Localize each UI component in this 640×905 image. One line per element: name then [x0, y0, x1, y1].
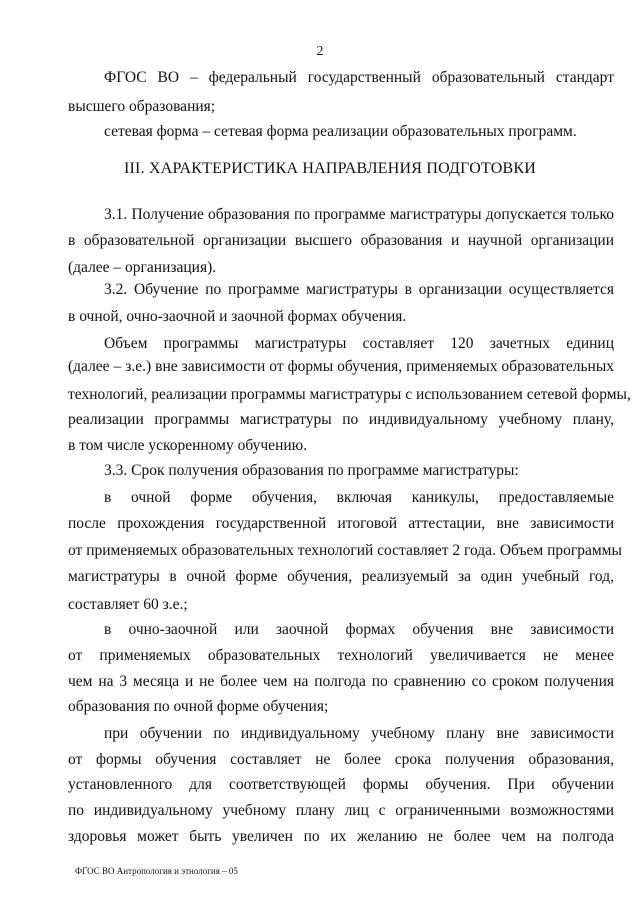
text-line: 3.3. Срок получения образования по программе магистратуры:	[104, 462, 519, 479]
text-line: технологий, реализации программы магистратуры с использованием сетевой формы,	[68, 386, 631, 403]
text-line: (далее – з.е.) вне зависимости от формы обучения, применяемых образовательных	[68, 358, 614, 375]
text-line: в очно-заочной или заочной формах обучения вне зависимости	[104, 621, 614, 638]
text-line: в очной форме обучения, включая каникулы, предоставляемые	[104, 489, 614, 506]
text-line: сетевая форма – сетевая форма реализации образовательных программ.	[104, 123, 577, 140]
text-line: образования по очной форме обучения;	[68, 698, 329, 715]
text-line: составляет 60 з.е.;	[68, 596, 188, 613]
text-line: в образовательной организации высшего образования и научной организации	[68, 232, 614, 249]
text-line: 3.1. Получение образования по программе магистратуры допускается только	[104, 206, 614, 223]
text-line: после прохождения государственной итоговой аттестации, вне зависимости	[68, 515, 614, 532]
text-line: (далее – организация).	[68, 259, 217, 276]
text-line: установленного для соответствующей формы обучения. При обучении	[68, 776, 614, 793]
text-line: здоровья может быть увеличен по их желанию не более чем на полгода	[68, 828, 614, 845]
text-line: ФГОС ВО – федеральный государственный образовательный стандарт	[104, 69, 614, 86]
page-number: 2	[316, 44, 324, 59]
text-line: Объем программы магистратуры составляет 120 зачетных единиц	[104, 335, 614, 352]
text-line: в том числе ускоренному обучению.	[68, 437, 308, 454]
text-line: чем на 3 месяца и не более чем на полгода по сравнению со сроком получения	[68, 673, 614, 690]
section-heading: III. ХАРАКТЕРИСТИКА НАПРАВЛЕНИЯ ПОДГОТОВКИ	[124, 160, 536, 177]
text-line: по индивидуальному учебному плану лиц с ограниченными возможностями	[68, 802, 614, 819]
text-line: при обучении по индивидуальному учебному плану вне зависимости	[104, 725, 614, 742]
footer-text: ФГОС ВО Антропология и этнология – 05	[75, 866, 238, 876]
text-line: реализации программы магистратуры по индивидуальному учебному плану,	[68, 411, 614, 428]
text-line: от формы обучения составляет не более срока получения образования,	[68, 751, 614, 768]
text-line: 3.2. Обучение по программе магистратуры в организации осуществляется	[104, 281, 614, 298]
text-line: от применяемых образовательных технологий увеличивается не менее	[68, 647, 614, 664]
text-line: высшего образования;	[68, 98, 216, 115]
text-line: магистратуры в очной форме обучения, реализуемый за один учебный год,	[68, 568, 614, 585]
text-line: от применяемых образовательных технологий составляет 2 года. Объем программы	[68, 542, 622, 559]
text-line: в очной, очно-заочной и заочной формах обучения.	[68, 308, 407, 325]
